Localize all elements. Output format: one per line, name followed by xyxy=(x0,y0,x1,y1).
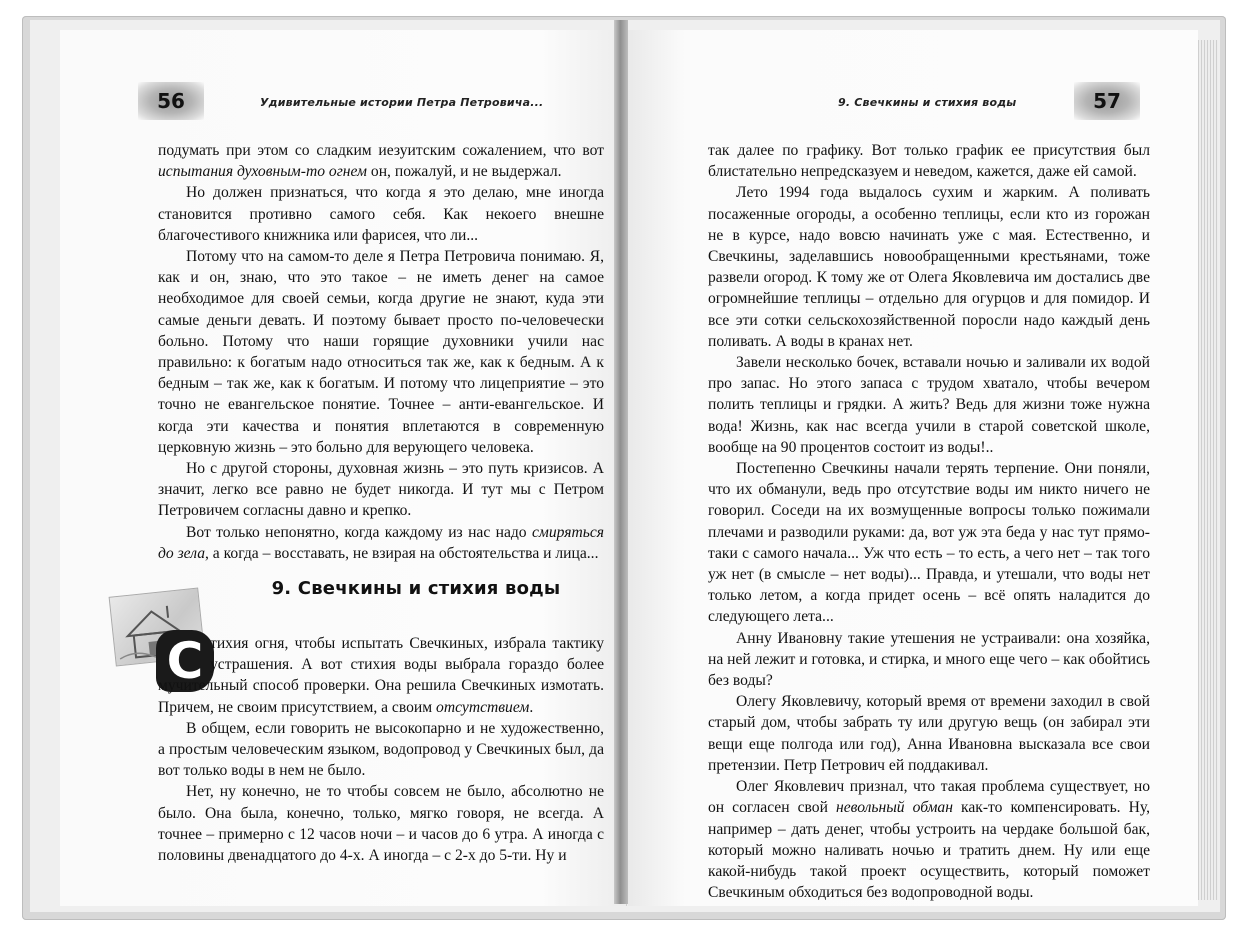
open-book xyxy=(22,16,1226,920)
paragraph xyxy=(158,458,604,522)
right-page-number: 57 xyxy=(1074,82,1140,120)
paragraph xyxy=(708,182,1150,352)
paragraph xyxy=(708,628,1150,692)
left-header xyxy=(60,82,626,122)
italic-phrase: невольный обман xyxy=(835,799,953,817)
right-running-head: 9. Свечкины и стихия воды xyxy=(838,96,1017,109)
italic-phrase: отсутствием xyxy=(436,698,530,716)
book-gutter xyxy=(614,20,628,904)
italic-phrase: смиряться до зела xyxy=(158,523,604,562)
text-run: тихия огня, чтобы испытать Свечкиных, избрала тактику устрашения. А вот стихия воды выбрала гораздо более мучительный способ проверки. Она решила Свечкиных измотать. Причем, не своим присутствием, а своим xyxy=(158,635,604,716)
right-header xyxy=(628,82,1198,122)
paragraph xyxy=(158,781,604,866)
text-run: Потому что на самом-то деле я Петра Петровича понимаю. Я, как и он, знаю, что это такое – не иметь денег на самое необходимое для своей семьи, когда другие не знают, куда эти самые деньги девать. И поэтому бывает просто по-человечески больно. Потому что наши горящие духовники учили нас правильно: к богатым надо относиться так же, как к бедным. А к бедным – так же, как к богатым. И потому что лицеприятие – это точно не евангельское понятие. Точнее – анти-евангельское. И когда эти качества и понятия вплетаются в современную церковную жизнь – это больно для верующего человека. xyxy=(158,248,604,456)
text-run: Но должен признаться, что когда я это делаю, мне иногда становится противно самого себя. Как некоего внешне благочестивого книжника или фарисея, что ли... xyxy=(158,184,604,244)
right-page xyxy=(628,30,1198,906)
left-text-top xyxy=(158,140,604,564)
paragraph xyxy=(158,718,604,782)
paragraph xyxy=(708,691,1150,776)
drop-cap-spacer xyxy=(158,633,210,675)
drop-cap: С xyxy=(156,630,214,692)
text-run: Нет, ну конечно, не то чтобы совсем не было, абсолютно не было. Она была, конечно, только, мягко говоря, не всегда. А точнее – примерно с 12 часов ночи – и часов до 6 утра. А иногда с половины двенадцатого до 4-х. А иногда – с 2-х до 5-ти. Ну и xyxy=(158,783,604,865)
text-run: подумать при этом со сладким иезуитским сожалением, что вот xyxy=(158,142,604,159)
left-text-bottom xyxy=(158,633,604,866)
text-run: Олег Яковлевич признал, что такая проблема существует, но он согласен свой xyxy=(708,778,1150,817)
paragraph xyxy=(158,182,604,246)
italic-phrase: испытания духовным-то огнем xyxy=(158,163,368,181)
text-run: . xyxy=(529,698,534,716)
text-run: Анну Ивановну такие утешения не устраивали: она хозяйка, на ней лежит и готовка, и стирка, и много еще чего – как обойтись без воды? xyxy=(708,629,1150,690)
text-run: Лето 1994 года выдалось сухим и жарким. А поливать посаженные огороды, а особенно теплицы, если кто из горожан не в курсе, надо вовсю начинать уже с мая. Естественно, и Свечкины, заделавшись новообращенными крестьянами, тоже развели огород. К тому же от Олега Яковлевича им достались две огромнейшие теплицы – отдельно для огурцов и для помидор. И все эти сотки сельскохозяйственной поросли надо каждый день поливать. А воды в кранах нет. xyxy=(708,184,1150,350)
paragraph xyxy=(158,522,604,564)
text-run: Завели несколько бочек, вставали ночью и заливали их водой про запас. Но этого запаса с трудом хватало, чтобы вечером полить теплицы и грядки. А жить? Ведь для жизни тоже нужна вода! Жизнь, как нас всегда учили в старой советской школе, вообще на 90 процентов состоит из воды!.. xyxy=(708,354,1150,456)
text-run: Постепенно Свечкины начали терять терпение. Они поняли, что их обманули, ведь про отсутствие воды им никто ничего не говорил. Соседи на их возмущенные вопросы только пожимали плечами и разводили руками: да, вот уж эта беда у нас тут прямо-таки с самого начала... Уж что есть – то есть, а чего нет – так того уж нет (в смысле – нет воды)... Правда, и утешали, что воды нет только летом, а когда придет осень – всё опять наладится до следующего лета... xyxy=(708,460,1150,626)
text-run: Вот только непонятно, когда каждому из нас надо xyxy=(186,523,532,541)
left-page-number: 56 xyxy=(138,82,204,120)
paragraph xyxy=(708,140,1150,182)
text-run: Олегу Яковлевичу, который время от времени заходил в свой старый дом, чтобы забрать ту или другую вещь (он забирал эти вещи еще полгода или год), Анна Ивановна высказала все свои претензии. Петр Петрович ей поддакивал. xyxy=(708,693,1150,774)
text-run: как-то компенсировать. Ну, например – дать денег, чтобы устроить на чердаке большой бак, который можно наливать ночью и тратить днем. Ну или еще какой-нибудь такой проект осуществить, который поможет Свечкиным обходиться без водопроводной воды. xyxy=(708,799,1151,902)
paragraph xyxy=(158,633,604,718)
page-edges xyxy=(1198,40,1218,900)
paragraph xyxy=(158,140,604,182)
text-run: Но с другой стороны, духовная жизнь – это путь кризисов. А значит, легко все равно не будет никогда. И тут мы с Петром Петровичем согласны давно и крепко. xyxy=(158,460,604,520)
paragraph xyxy=(158,246,604,458)
paragraph xyxy=(708,776,1150,903)
text-run: он, пожалуй, и не выдержал. xyxy=(367,163,562,181)
paragraph xyxy=(708,458,1150,628)
paragraph xyxy=(708,352,1150,458)
text-run: , а когда – восставать, не взирая на обстоятельства и лица... xyxy=(205,544,599,562)
left-running-head: Удивительные истории Петра Петровича... xyxy=(260,96,544,109)
left-page xyxy=(60,30,627,906)
chapter-title: 9. Свечкины и стихия воды xyxy=(271,578,561,599)
text-run: так далее по графику. Вот только график ее присутствия был блистательно непредсказуем и неведом, кажется, даже ей самой. xyxy=(708,142,1150,181)
text-run: В общем, если говорить не высокопарно и не художественно, а простым человеческим языком, водопровод у Свечкиных был, да вот только воды в нем не было. xyxy=(158,719,604,780)
right-text xyxy=(708,140,1150,903)
